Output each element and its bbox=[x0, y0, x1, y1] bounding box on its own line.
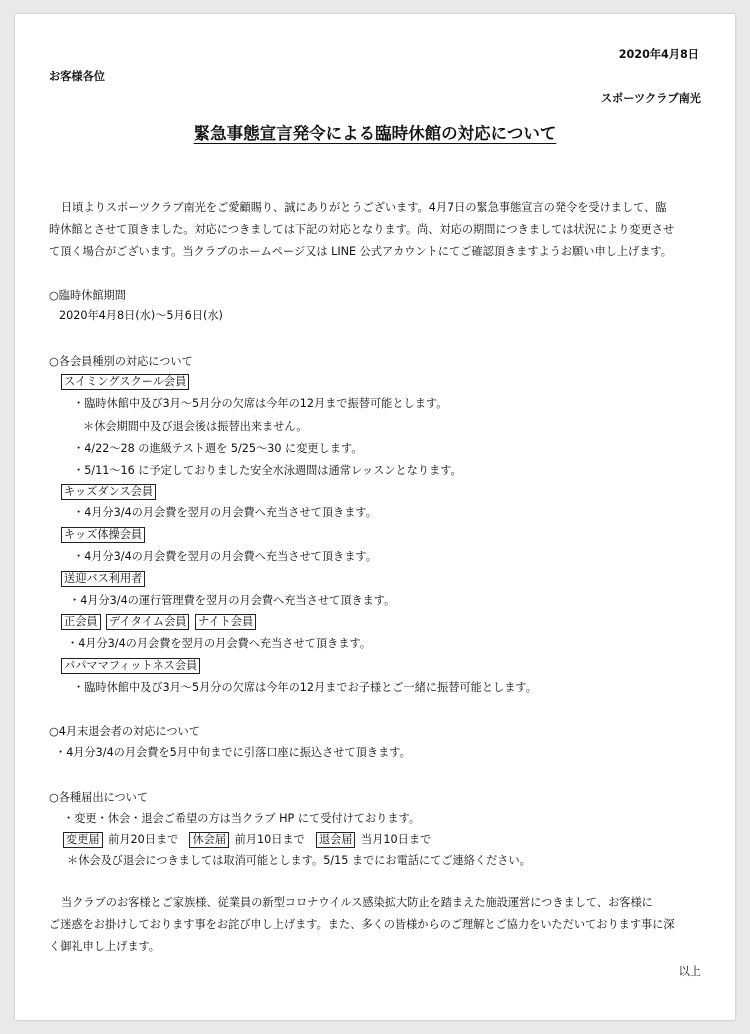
closing-line-3: く御礼申し上げます。 bbox=[49, 940, 160, 953]
intro-line-1: 日頃よりスポーツクラブ南光をご愛顧賜り、誠にありがとうございます。4月7日の緊急事態宣言の発令を受けまして、臨 bbox=[61, 201, 667, 214]
kids-gym-line: ・4月分3/4の月会費を翌月の月会費へ充当させて頂きます。 bbox=[73, 550, 377, 563]
forms-note: ＊休会及び退会につきましては取消可能とします。5/15 までにお電話にてご連絡ください。 bbox=[67, 854, 531, 867]
document-title: 緊急事態宣言発令による臨時休館の対応について bbox=[193, 124, 557, 143]
intro-line-2: 時休館とさせて頂きました。対応につきましては下記の対応となります。尚、対応の期間につきましては状況により変更させ bbox=[49, 223, 675, 236]
bus-line: ・4月分3/4の運行管理費を翌月の月会費へ充当させて頂きます。 bbox=[69, 594, 396, 607]
withdrawal-form-deadline: 当月10日まで bbox=[361, 833, 432, 846]
change-form-deadline: 前月20日まで bbox=[108, 833, 179, 846]
withdrawal-form-label: 退会届 bbox=[316, 832, 356, 848]
swimming-line-2: ・4/22～28 の進級テスト週を 5/25～30 に変更します。 bbox=[73, 442, 363, 455]
notice-document bbox=[15, 14, 735, 1020]
sender-name: スポーツクラブ南光 bbox=[600, 92, 701, 105]
suspension-form-label: 休会届 bbox=[189, 832, 229, 848]
swimming-line-1: ・臨時休館中及び3月～5月分の欠席は今年の12月まで振替可能とします。 bbox=[73, 397, 448, 410]
forms-line: ・変更・休会・退会ご希望の方は当クラブ HP にて受付けております。 bbox=[63, 812, 421, 825]
regular-line: ・4月分3/4の月会費を翌月の月会費へ充当させて頂きます。 bbox=[67, 637, 371, 650]
suspension-form-deadline: 前月10日まで bbox=[234, 833, 305, 846]
change-form-label: 変更届 bbox=[63, 832, 103, 848]
addressee: お客様各位 bbox=[49, 70, 105, 83]
document-date: 2020年4月8日 bbox=[618, 48, 699, 61]
withdrawal-line: ・4月分3/4の月会費を5月中旬までに引落口座に振込させて頂きます。 bbox=[55, 746, 411, 759]
forms-deadlines bbox=[63, 832, 431, 848]
intro-line-3: て頂く場合がございます。当クラブのホームページ又は LINE 公式アカウントにてご確認頂きますようお願い申し上げます。 bbox=[49, 245, 672, 258]
swimming-note: ＊休会期間中及び退会後は振替出来ません。 bbox=[83, 420, 308, 433]
withdrawal-heading: ○4月末退会者の対応について bbox=[49, 725, 200, 738]
document-end: 以上 bbox=[678, 965, 701, 978]
closure-heading: ○臨時休館期間 bbox=[49, 289, 126, 302]
bus-label: 送迎バス利用者 bbox=[61, 571, 147, 587]
papamama-line: ・臨時休館中及び3月～5月分の欠席は今年の12月までお子様とご一緒に振替可能とします。 bbox=[73, 681, 537, 694]
closing-line-1: 当クラブのお客様とご家族様、従業員の新型コロナウイルス感染拡大防止を踏まえた施設運営につきまして、お客様に bbox=[61, 896, 653, 909]
forms-heading: ○各種届出について bbox=[49, 791, 149, 804]
kids-dance-label: キッズダンス会員 bbox=[61, 484, 158, 500]
regular-member-label: 正会員 bbox=[61, 614, 101, 630]
regular-labels bbox=[61, 614, 258, 630]
closure-period: 2020年4月8日(水)～5月6日(水) bbox=[59, 309, 223, 322]
swimming-line-3: ・5/11～16 に予定しておりました安全水泳週間は通常レッスンとなります。 bbox=[73, 464, 462, 477]
kids-dance-line: ・4月分3/4の月会費を翌月の月会費へ充当させて頂きます。 bbox=[73, 506, 377, 519]
papamama-label: パパママフィットネス会員 bbox=[61, 658, 202, 674]
members-heading: ○各会員種別の対応について bbox=[49, 355, 193, 368]
swimming-label: スイミングスクール会員 bbox=[61, 374, 191, 390]
daytime-member-label: デイタイム会員 bbox=[106, 614, 189, 630]
closing-line-2: ご迷惑をお掛けしております事をお詫び申し上げます。また、多くの皆様からのご理解とご協力をいただいております事に深 bbox=[49, 918, 675, 931]
night-member-label: ナイト会員 bbox=[195, 614, 256, 630]
kids-gym-label: キッズ体操会員 bbox=[61, 527, 147, 543]
